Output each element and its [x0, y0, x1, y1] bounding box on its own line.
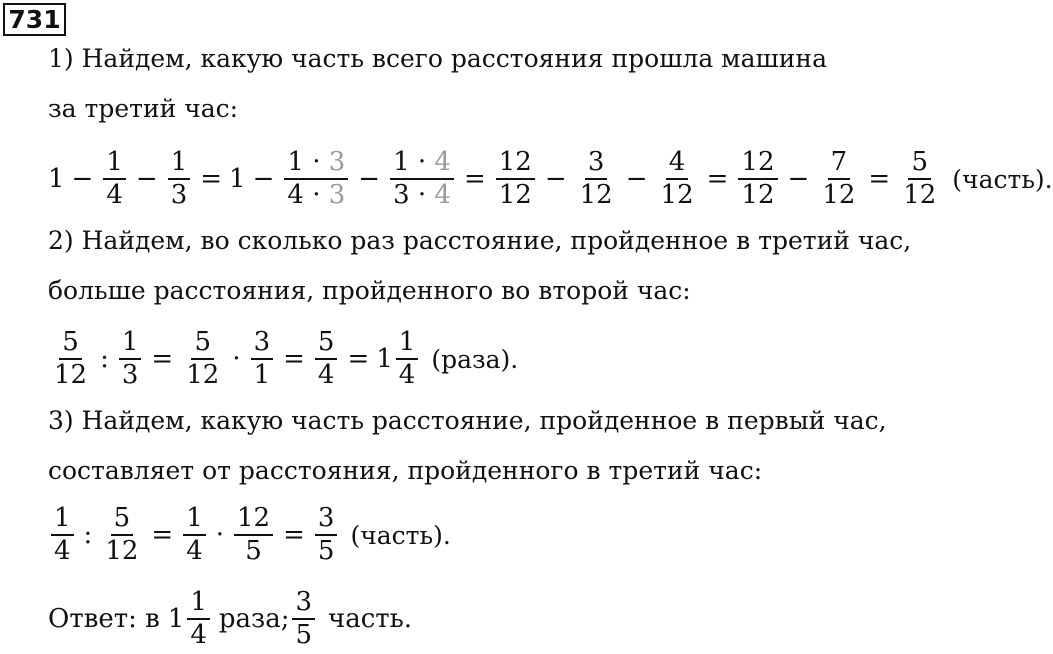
whole-number: 1: [48, 164, 65, 194]
whole-part: 1: [376, 344, 393, 374]
denominator: 4: [186, 536, 203, 566]
minus-sign: −: [252, 164, 275, 194]
fraction-expanded: [284, 147, 348, 211]
equals-sign: =: [347, 344, 370, 374]
fraction: [103, 147, 126, 211]
mixed-number: [376, 327, 421, 391]
denominator: 12: [903, 180, 937, 210]
dot-operator: ·: [312, 180, 321, 210]
numerator: 12: [738, 147, 777, 180]
problem-number: 731: [3, 3, 66, 36]
denominator: 12: [186, 360, 220, 390]
factor: 3: [393, 180, 410, 210]
multiplier-grey: 3: [328, 180, 346, 210]
numerator: 3: [292, 587, 315, 620]
denominator: 4: [106, 180, 123, 210]
denominator: 12: [741, 180, 775, 210]
denominator: 4: [398, 360, 416, 390]
step3-text-line1: 3) Найдем, какую часть расстояние, пройденное в первый час,: [48, 406, 887, 435]
numerator: 1: [103, 147, 126, 180]
multiplier-grey: 4: [434, 180, 451, 210]
denominator: 12: [660, 180, 694, 210]
equals-sign: =: [283, 520, 305, 550]
fraction-result: [900, 147, 939, 211]
denominator: 5: [317, 536, 335, 566]
numerator: 5: [191, 327, 214, 360]
dot-operator: ·: [232, 344, 241, 374]
numerator: 3: [585, 147, 608, 180]
answer-suffix: часть.: [328, 604, 413, 634]
denominator: [284, 180, 348, 211]
fraction: [51, 327, 90, 391]
minus-sign: −: [544, 164, 567, 194]
answer-prefix: Ответ: в: [48, 604, 160, 634]
fraction: [51, 503, 74, 567]
fraction-expanded: [390, 147, 454, 211]
numerator: 12: [496, 147, 535, 180]
denominator: 3: [170, 180, 188, 210]
minus-sign: −: [71, 164, 94, 194]
denominator: 4: [190, 620, 207, 650]
denominator: 1: [253, 360, 271, 390]
fraction: [234, 503, 273, 567]
step1-text-line2: за третий час:: [48, 94, 239, 123]
equals-sign: =: [151, 344, 174, 374]
unit-label: (часть).: [350, 520, 451, 550]
numerator: 7: [828, 147, 851, 180]
denominator: 12: [105, 536, 139, 566]
numerator: 1: [183, 503, 206, 536]
factor: 1: [287, 147, 304, 177]
denominator: 4: [54, 536, 71, 566]
denominator: 5: [295, 620, 313, 650]
fraction: [315, 327, 338, 391]
numerator: 1: [51, 503, 74, 536]
denominator: 3: [121, 360, 139, 390]
factor: 4: [287, 180, 304, 210]
mixed-number: [168, 587, 213, 651]
equals-sign: =: [706, 164, 729, 194]
numerator: 1: [396, 327, 419, 360]
factor: 1: [393, 147, 410, 177]
whole-part: 1: [167, 604, 185, 634]
equals-sign: =: [463, 164, 486, 194]
fraction: [577, 147, 616, 211]
dot-operator: ·: [417, 147, 427, 177]
fraction: [183, 327, 222, 391]
unit-label: (часть).: [952, 164, 1053, 194]
numerator: [284, 147, 348, 180]
denominator: 4: [317, 360, 335, 390]
step2-text-line1: 2) Найдем, во сколько раз расстояние, пройденное в третий час,: [48, 226, 912, 255]
fraction: [183, 503, 206, 567]
denominator: 12: [498, 180, 532, 210]
minus-sign: −: [135, 164, 158, 194]
fraction: [819, 147, 858, 211]
division-sign: :: [83, 520, 93, 550]
step3-text-line2: составляет от расстояния, пройденного в третий час:: [48, 456, 763, 485]
equals-sign: =: [151, 520, 174, 550]
equals-sign: =: [868, 164, 891, 194]
fraction: [168, 147, 191, 211]
numerator: 5: [59, 327, 82, 360]
dot-operator: ·: [215, 520, 225, 550]
whole-number: 1: [229, 164, 246, 194]
numerator: 3: [251, 327, 274, 360]
numerator: 5: [111, 503, 134, 536]
multiplier-grey: 3: [328, 147, 346, 177]
numerator: 4: [666, 147, 689, 180]
answer-line: [48, 584, 412, 654]
equals-sign: =: [200, 164, 223, 194]
fraction: [102, 503, 141, 567]
fraction: [658, 147, 697, 211]
minus-sign: −: [625, 164, 648, 194]
numerator: [390, 147, 454, 180]
denominator: 12: [54, 360, 88, 390]
dot-operator: ·: [312, 147, 321, 177]
minus-sign: −: [358, 164, 381, 194]
step2-text-line2: больше расстояния, пройденного во второй час:: [48, 276, 691, 305]
step2-equation: [48, 324, 518, 394]
numerator: 3: [315, 503, 338, 536]
denominator: 12: [822, 180, 856, 210]
step3-equation: [48, 500, 451, 570]
fraction: [396, 327, 419, 391]
numerator: 12: [234, 503, 273, 536]
step1-equation: [48, 144, 1053, 214]
step1-text-line1: 1) Найдем, какую часть всего расстояния прошла машина: [48, 44, 827, 73]
numerator: 1: [168, 147, 191, 180]
numerator: 1: [187, 587, 210, 620]
denominator: [390, 180, 454, 211]
fraction: [496, 147, 535, 211]
equals-sign: =: [283, 344, 305, 374]
fraction: [251, 327, 274, 391]
numerator: 5: [315, 327, 338, 360]
minus-sign: −: [787, 164, 810, 194]
dot-operator: ·: [417, 180, 427, 210]
denominator: 5: [245, 536, 262, 566]
fraction-result: [315, 503, 338, 567]
numerator: 1: [119, 327, 142, 360]
denominator: 12: [579, 180, 613, 210]
division-sign: :: [100, 344, 109, 374]
multiplier-grey: 4: [434, 147, 451, 177]
answer-middle: раза;: [218, 604, 290, 634]
unit-label: (раза).: [431, 344, 519, 374]
fraction: [119, 327, 142, 391]
fraction: [738, 147, 777, 211]
fraction: [292, 587, 315, 651]
fraction: [187, 587, 210, 651]
numerator: 5: [908, 147, 931, 180]
